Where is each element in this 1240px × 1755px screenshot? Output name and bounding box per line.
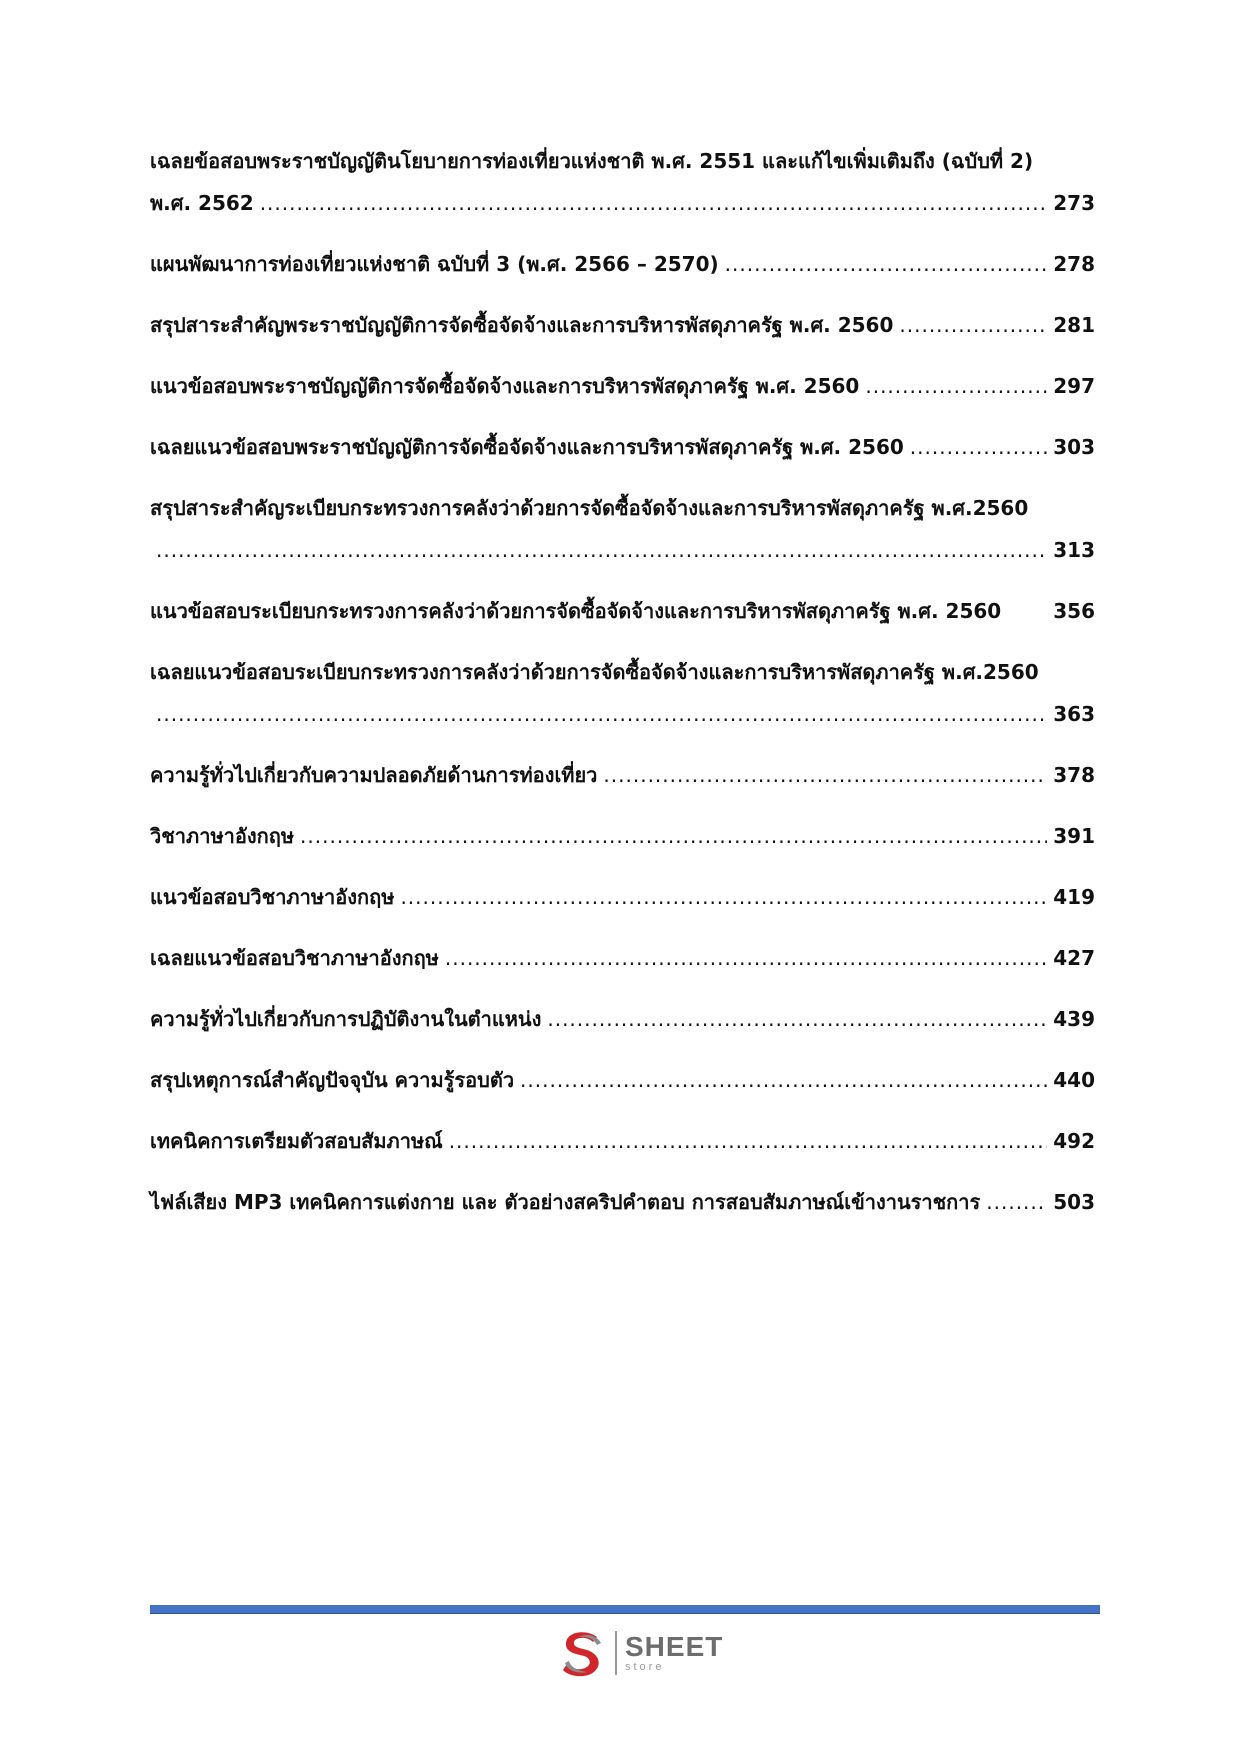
toc-entry-row — [150, 529, 1095, 571]
toc-entry-row — [150, 815, 1095, 857]
toc-entry-label-line1: เฉลยแนวข้อสอบระเบียบกระทรวงการคลังว่าด้วยการจัดซื้อจัดจ้างและการบริหารพัสดุภาครัฐ พ.ศ.2560 — [150, 660, 1039, 684]
toc-entry[interactable] — [150, 140, 1095, 224]
toc-entry-label: แนวข้อสอบวิชาภาษาอังกฤษ — [150, 885, 395, 909]
dot-leader — [865, 365, 1047, 407]
toc-entry-page: 391 — [1053, 824, 1095, 848]
toc-entry[interactable] — [150, 754, 1095, 796]
toc-entry[interactable] — [150, 815, 1095, 857]
toc-entry[interactable] — [150, 365, 1095, 407]
toc-entry-label: แนวข้อสอบระเบียบกระทรวงการคลังว่าด้วยการจัดซื้อจัดจ้างและการบริหารพัสดุภาครัฐ พ.ศ. 2560 — [150, 599, 1002, 623]
toc-entry[interactable] — [150, 937, 1095, 979]
logo-sub-text: store — [625, 1660, 665, 1673]
logo-main-text: SHEET — [625, 1630, 724, 1662]
toc-entry[interactable] — [150, 487, 1095, 571]
dot-leader — [603, 754, 1047, 796]
toc-entry-row — [150, 243, 1095, 285]
toc-entry[interactable] — [150, 1181, 1095, 1223]
toc-entry-row — [150, 182, 1095, 224]
sheet-store-logo-mark-icon — [557, 1627, 609, 1679]
toc-entry-page: 281 — [1053, 313, 1095, 337]
toc-entry-row — [150, 998, 1095, 1040]
dot-leader — [156, 529, 1047, 571]
dot-leader — [899, 304, 1047, 346]
toc-entry[interactable] — [150, 998, 1095, 1040]
sheet-store-logo — [557, 1625, 723, 1680]
toc-entry-page: 273 — [1053, 191, 1095, 215]
toc-entry-row — [150, 590, 1095, 632]
footer-divider-bar — [150, 1605, 1100, 1614]
toc-entry-row — [150, 1181, 1095, 1223]
dot-leader — [986, 1181, 1047, 1223]
toc-entry-page: 303 — [1053, 435, 1095, 459]
logo-text — [625, 1630, 724, 1673]
toc-entry[interactable] — [150, 876, 1095, 918]
dot-leader — [260, 182, 1048, 224]
toc-entry-page: 378 — [1053, 763, 1095, 787]
logo-divider — [615, 1631, 617, 1675]
toc-entry-page: 356 — [1053, 599, 1095, 623]
dot-leader — [449, 1120, 1048, 1162]
dot-leader — [445, 937, 1047, 979]
toc-entry-label: แผนพัฒนาการท่องเที่ยวแห่งชาติ ฉบับที่ 3 (พ.ศ. 2566 – 2570) — [150, 252, 719, 276]
dot-leader — [910, 426, 1047, 468]
toc-entry-label: สรุปเหตุการณ์สำคัญปัจจุบัน ความรู้รอบตัว — [150, 1068, 515, 1092]
toc-entry-page: 440 — [1053, 1068, 1095, 1092]
toc-entry-label: พ.ศ. 2562 — [150, 191, 254, 215]
toc-entry-page: 492 — [1053, 1129, 1095, 1153]
toc-entry[interactable] — [150, 590, 1095, 632]
toc-entry-page: 297 — [1053, 374, 1095, 398]
toc-entry-label: เทคนิคการเตรียมตัวสอบสัมภาษณ์ — [150, 1129, 443, 1153]
toc-entry-page: 439 — [1053, 1007, 1095, 1031]
toc-entry-page: 313 — [1053, 538, 1095, 562]
toc-entry-page: 363 — [1053, 702, 1095, 726]
toc-entry-label: เฉลยแนวข้อสอบวิชาภาษาอังกฤษ — [150, 946, 439, 970]
toc-entry-page: 278 — [1053, 252, 1095, 276]
table-of-contents — [150, 140, 1095, 1242]
toc-entry-label-line1: สรุปสาระสำคัญระเบียบกระทรวงการคลังว่าด้วยการจัดซื้อจัดจ้างและการบริหารพัสดุภาครัฐ พ.ศ.2560 — [150, 496, 1029, 520]
dot-leader — [400, 876, 1047, 918]
dot-leader — [520, 1059, 1047, 1101]
toc-entry-row — [150, 426, 1095, 468]
toc-entry-row — [150, 304, 1095, 346]
toc-entry-label: ความรู้ทั่วไปเกี่ยวกับการปฏิบัติงานในตำแหน่ง — [150, 1007, 542, 1031]
toc-entry-label: ความรู้ทั่วไปเกี่ยวกับความปลอดภัยด้านการท่องเที่ยว — [150, 763, 598, 787]
dot-leader — [156, 693, 1047, 735]
toc-entry-label: วิชาภาษาอังกฤษ — [150, 824, 295, 848]
dot-leader — [300, 815, 1047, 857]
toc-entry-label: ไฟล์เสียง MP3 เทคนิคการแต่งกาย และ ตัวอย่างสคริปคำตอบ การสอบสัมภาษณ์เข้างานราชการ — [150, 1190, 981, 1214]
toc-entry-row — [150, 1059, 1095, 1101]
toc-entry-row — [150, 693, 1095, 735]
toc-entry-row — [150, 365, 1095, 407]
toc-entry[interactable] — [150, 426, 1095, 468]
toc-entry-page: 503 — [1053, 1190, 1095, 1214]
toc-entry[interactable] — [150, 243, 1095, 285]
toc-entry-row — [150, 1120, 1095, 1162]
toc-entry-label: แนวข้อสอบพระราชบัญญัติการจัดซื้อจัดจ้างและการบริหารพัสดุภาครัฐ พ.ศ. 2560 — [150, 374, 860, 398]
toc-entry[interactable] — [150, 1059, 1095, 1101]
toc-entry-row — [150, 876, 1095, 918]
toc-entry-row — [150, 937, 1095, 979]
toc-entry-label: เฉลยแนวข้อสอบพระราชบัญญัติการจัดซื้อจัดจ้างและการบริหารพัสดุภาครัฐ พ.ศ. 2560 — [150, 435, 904, 459]
toc-entry-page: 427 — [1053, 946, 1095, 970]
dot-leader — [725, 243, 1048, 285]
toc-entry-row — [150, 754, 1095, 796]
toc-entry[interactable] — [150, 651, 1095, 735]
toc-entry[interactable] — [150, 304, 1095, 346]
dot-leader — [547, 998, 1047, 1040]
toc-entry-label-line1: เฉลยข้อสอบพระราชบัญญัตินโยบายการท่องเที่ยวแห่งชาติ พ.ศ. 2551 และแก้ไขเพิ่มเติมถึง (ฉบับที่ 2) — [150, 149, 1034, 173]
toc-entry[interactable] — [150, 1120, 1095, 1162]
toc-entry-page: 419 — [1053, 885, 1095, 909]
toc-entry-label: สรุปสาระสำคัญพระราชบัญญัติการจัดซื้อจัดจ้างและการบริหารพัสดุภาครัฐ พ.ศ. 2560 — [150, 313, 894, 337]
